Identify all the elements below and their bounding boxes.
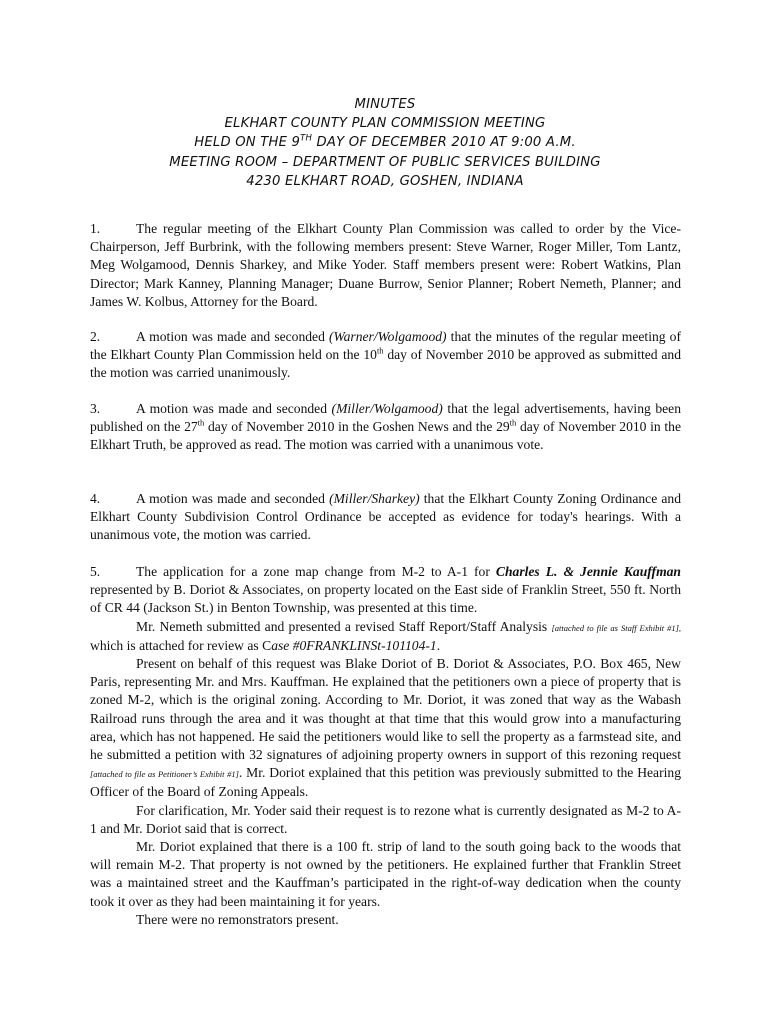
minutes-heading	[0, 95, 770, 191]
item-2-minutes-approval: 2. A motion was made and seconded (Warner/Wolgamood) that the minutes of the regular meeting of the Elkhart County Plan Commission held on the 10th day of November 2010 be approved as submitted and the motion was carried unanimously.	[90, 329, 681, 381]
strip-paragraph: Mr. Doriot explained that there is a 100 ft. strip of land to the south going back to the woods that will remain M-2. That property is not owned by the petitioners. He explained further that Franklin Street was a maintained street and the Kauffman’s participated in the right-of-way dedication when the county took it over as they had been maintaining it for years.	[90, 839, 681, 909]
item-5-zone-change: 5. The application for a zone map change from M-2 to A-1 for Charles L. & Jennie Kauffman represented by B. Doriot & Associates, on property located on the East side of Franklin Street, 550 ft. North of CR 44 (Jackson St.) in Benton Township, was presented at this time. Mr. Nemeth submitted and presented a revised Staff Report/Staff Analysis [attached to file as Staff Exhibit #1], which is attached for review as Case #0FRANKLINSt-101104-1. Present on behalf of this request was Blake Doriot of B. Doriot & Associates, P.O. Box 465, New Paris, representing Mr. and Mrs. Kauffman. He explained that the petitioners own a piece of property that is zoned M-2, which is the original zoning. According to Mr. Doriot, it was zoned that way as the Wabash Railroad runs through the area and it was thought at that time that this would grow into a manufacturing area, which has not happened. He said the petitioners would like to sell the property as a farmstead site, and he submitted a petition with 32 signatures of adjoining property owners in support of this rezoning request [attached to file as Petitioner’s Exhibit #1]. Mr. Doriot explained that this petition was previously submitted to the Hearing Officer of the Board of Zoning Appeals. For clarification, Mr. Yoder said their request is to rezone what is currently designated as M-2 to A-1 and Mr. Doriot said that is correct. Mr. Doriot explained that there is a 100 ft. strip of land to the south going back to the woods that will remain M-2. That property is not owned by the petitioners. He explained further that Franklin Street was a maintained street and the Kauffman’s participated in the right-of-way dedication when the county took it over as they had been maintaining it for years. There were no remonstrators present.	[90, 563, 681, 929]
item-1-roll-call: 1. The regular meeting of the Elkhart County Plan Commission was called to order by the Vice-Chairperson, Jeff Burbrink, with the following members present: Steve Warner, Roger Miller, Tom Lantz, Meg Wolgamood, Dennis Sharkey, and Mike Yoder. Staff members present were: Robert Watkins, Plan Director; Mark Kanney, Planning Manager; Duane Burrow, Senior Planner; Robert Nemeth, Planner; and James W. Kolbus, Attorney for the Board.	[90, 221, 681, 309]
movers: (Miller/Wolgamood)	[331, 401, 443, 416]
case-number: ase #0FRANKLINSt-101104-1	[271, 637, 437, 653]
item-number: 5.	[90, 564, 101, 579]
item-number: 3.	[90, 401, 101, 416]
heading-commission: ELKHART COUNTY PLAN COMMISSION MEETING	[224, 116, 546, 132]
heading-date: HELD ON THE 9TH DAY OF DECEMBER 2010 AT 9:00 A.M.	[194, 134, 576, 151]
petitioner-paragraph: Present on behalf of this request was Blake Doriot of B. Doriot & Associates, P.O. Box 465, New Paris, representing Mr. and Mrs. Kauffman. He explained that the petitioners own a piece of property that is zoned M-2, which is the original zoning. According to Mr. Doriot, it was zoned that way as the Wabash Railroad runs through the area and it was thought at that time that this would grow into a manufacturing area, which has not happened. He said the petitioners would like to sell the property as a farmstead site, and he submitted a petition with 32 signatures of adjoining property owners in support of this rezoning request [attached to file as Petitioner’s Exhibit #1]. Mr. Doriot explained that this petition was previously submitted to the Hearing Officer of the Board of Zoning Appeals.	[90, 656, 681, 800]
remonstrators-paragraph: There were no remonstrators present.	[136, 911, 339, 927]
applicant-name: Charles L. & Jennie Kauffman	[495, 564, 681, 579]
heading-room: MEETING ROOM – DEPARTMENT OF PUBLIC SERVICES BUILDING	[169, 154, 601, 170]
item-number: 2.	[90, 329, 101, 344]
movers: (Warner/Wolgamood)	[329, 329, 447, 344]
heading-minutes: MINUTES	[354, 97, 416, 112]
item-number: 4.	[90, 491, 101, 506]
item-4-ordinances: 4. A motion was made and seconded (Miller/Sharkey) that the Elkhart County Zoning Ordinance and Elkhart County Subdivision Control Ordinance be accepted as evidence for today's hearings. With a unanimous vote, the motion was carried.	[90, 491, 681, 543]
staff-report-paragraph: Mr. Nemeth submitted and presented a revised Staff Report/Staff Analysis [attached to file as Staff Exhibit #1], which is attached for review as Case #0FRANKLINSt-101104-1.	[90, 618, 682, 653]
item-number: 1.	[90, 221, 101, 236]
movers: (Miller/Sharkey)	[329, 491, 420, 506]
item-3-legal-ads: 3. A motion was made and seconded (Miller/Wolgamood) that the legal advertisements, having been published on the 27th day of November 2010 in the Goshen News and the 29th day of November 2010 in the Elkhart Truth, be approved as read. The motion was carried with a unanimous vote.	[90, 401, 681, 453]
clarification-paragraph: For clarification, Mr. Yoder said their request is to rezone what is currently designated as M-2 to A-1 and Mr. Doriot said that is correct.	[90, 802, 681, 836]
heading-address: 4230 ELKHART ROAD, GOSHEN, INDIANA	[246, 173, 524, 189]
